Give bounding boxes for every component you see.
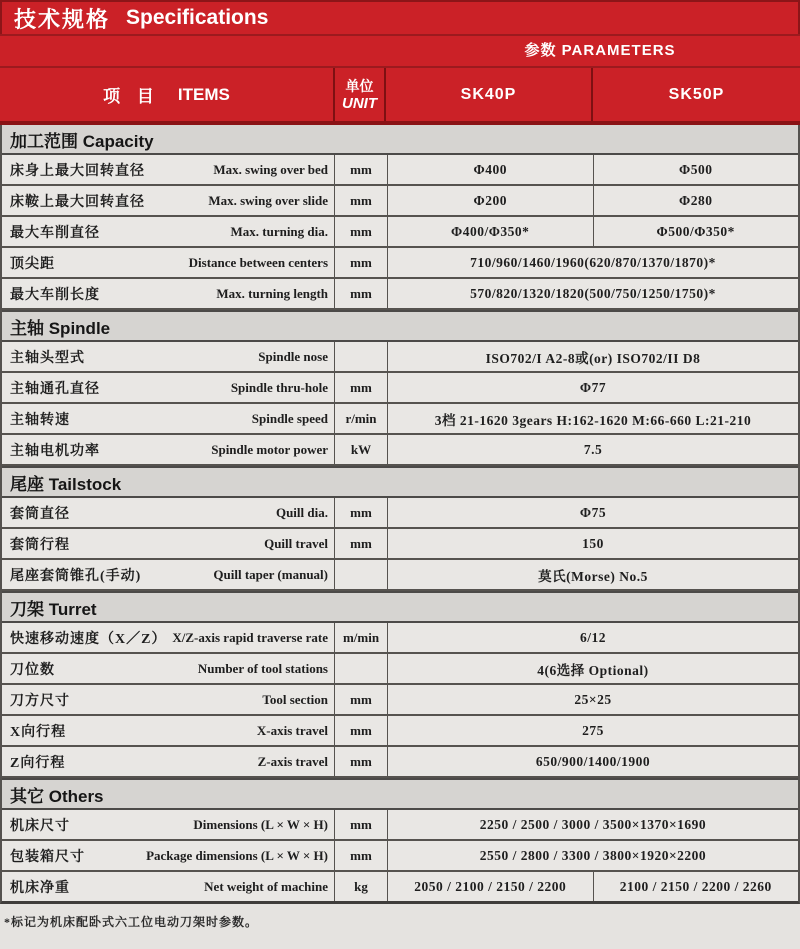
section-title: 加工范围 Capacity [10, 131, 154, 151]
value-cell: 6/12 [579, 629, 606, 645]
value-cell: ISO702/I A2-8或(or) ISO702/II D8 [485, 350, 701, 366]
row-values [388, 685, 798, 714]
row-label-zh: 包装箱尺寸 [10, 849, 85, 865]
row-unit-cell: mm [335, 217, 388, 246]
row-label-zh: 套筒行程 [10, 537, 70, 553]
row-unit-cell: mm [335, 279, 388, 308]
row-unit-cell: mm [335, 810, 388, 839]
row-values [388, 155, 798, 184]
table-row [2, 623, 798, 654]
row-label-zh: 床身上最大回转直径 [10, 163, 145, 179]
row-label-zh: 主轴电机功率 [10, 443, 100, 459]
row-label-zh: X向行程 [10, 724, 67, 740]
row-values [388, 716, 798, 745]
section-title: 刀架 Turret [10, 599, 97, 619]
row-label-zh: 主轴通孔直径 [10, 381, 100, 397]
table-row [2, 560, 798, 591]
row-label-en: Spindle speed [251, 410, 328, 426]
column-header-unit [333, 68, 386, 121]
row-unit-cell [335, 654, 388, 683]
row-label-zh: 刀位数 [10, 662, 55, 678]
row-label-en: Dimensions (L × W × H) [193, 816, 328, 832]
row-values [388, 248, 798, 277]
parameters-label: 参数 PARAMETERS [524, 42, 676, 59]
table-row [2, 404, 798, 435]
page-title-zh: 技术规格 [14, 6, 111, 32]
row-label-en: Max. turning length [216, 285, 328, 301]
value-cell: 570/820/1320/1820(500/750/1250/1750)* [470, 285, 716, 301]
table-row [2, 248, 798, 279]
row-label-cell [2, 841, 335, 870]
items-label-en: ITEMS [177, 84, 230, 104]
row-unit-cell [335, 342, 388, 371]
row-label-zh: 床鞍上最大回转直径 [10, 194, 145, 210]
row-unit-cell: mm [335, 155, 388, 184]
row-label-zh: 尾座套筒锥孔(手动) [10, 568, 142, 584]
row-values [388, 841, 798, 870]
page-title-en: Specifications [126, 6, 269, 29]
column-header-row [0, 66, 800, 125]
row-label-en: X-axis travel [256, 722, 328, 738]
row-values [388, 623, 798, 652]
row-label-en: Quill taper (manual) [213, 566, 328, 582]
row-label-zh: 刀方尺寸 [10, 693, 70, 709]
row-label-cell [2, 248, 335, 277]
row-label-cell [2, 810, 335, 839]
row-label-cell [2, 685, 335, 714]
row-label-cell [2, 186, 335, 215]
row-label-cell [2, 217, 335, 246]
row-label-en: Spindle nose [258, 348, 328, 364]
row-label-en: Max. swing over bed [213, 161, 328, 177]
row-label-cell [2, 342, 335, 371]
page-title [0, 0, 800, 34]
row-unit-cell: mm [335, 716, 388, 745]
section-title: 其它 Others [10, 786, 104, 806]
row-values [388, 186, 798, 215]
unit-label-en: UNIT [342, 94, 377, 112]
table-row [2, 810, 798, 841]
row-label-en: Quill dia. [275, 504, 328, 520]
value-cell: Φ280 [593, 186, 799, 215]
row-label-cell [2, 716, 335, 745]
table-row [2, 186, 798, 217]
value-cell: 650/900/1400/1900 [535, 753, 651, 769]
row-values [388, 498, 798, 527]
row-label-zh: 机床净重 [10, 880, 70, 896]
row-values [388, 810, 798, 839]
row-values [388, 747, 798, 776]
row-label-en: Number of tool stations [197, 660, 328, 676]
row-values [388, 872, 798, 901]
row-label-zh: 最大车削长度 [10, 287, 100, 303]
value-cell: 150 [582, 535, 604, 551]
value-cell: 25×25 [574, 691, 612, 707]
value-cell: 2050 / 2100 / 2150 / 2200 [414, 878, 567, 894]
column-header-items [0, 68, 333, 121]
table-row [2, 373, 798, 404]
value-cell: Φ400 [473, 161, 507, 177]
unit-label-zh: 单位 [345, 77, 374, 94]
row-unit-cell: r/min [335, 404, 388, 433]
row-label-zh: 快速移动速度（X／Z） [10, 631, 167, 647]
table-row [2, 685, 798, 716]
row-values [388, 373, 798, 402]
red-header [0, 0, 800, 125]
table-row [2, 435, 798, 466]
row-label-en: X/Z-axis rapid traverse rate [172, 629, 328, 645]
row-values [388, 217, 798, 246]
table-row [2, 747, 798, 778]
value-cell: 4(6选择 Optional) [537, 662, 649, 678]
row-label-cell [2, 623, 335, 652]
row-label-zh: 主轴头型式 [10, 350, 85, 366]
table-row [2, 529, 798, 560]
row-label-en: Distance between centers [188, 254, 328, 270]
column-header-model-sk50p: SK50P [591, 68, 800, 121]
row-label-en: Quill travel [264, 535, 328, 551]
row-label-zh: 主轴转速 [10, 412, 70, 428]
table-row [2, 155, 798, 186]
table-row [2, 841, 798, 872]
section-header [2, 125, 798, 155]
table-row [2, 217, 798, 248]
row-values [388, 342, 798, 371]
table-row [2, 498, 798, 529]
row-label-en: Z-axis travel [257, 753, 328, 769]
row-label-en: Package dimensions (L × W × H) [146, 847, 328, 863]
row-unit-cell: mm [335, 186, 388, 215]
row-unit-cell: mm [335, 498, 388, 527]
row-label-en: Spindle motor power [211, 441, 328, 457]
items-label-zh: 项 目 [103, 87, 160, 106]
row-label-cell [2, 529, 335, 558]
value-cell: Φ500/Φ350* [593, 217, 799, 246]
row-unit-cell: mm [335, 373, 388, 402]
value-cell: 2250 / 2500 / 3000 / 3500×1370×1690 [479, 816, 707, 832]
value-cell: Φ77 [579, 379, 607, 395]
section-title: 尾座 Tailstock [10, 474, 122, 494]
row-label-zh: 最大车削直径 [10, 225, 100, 241]
row-label-cell [2, 654, 335, 683]
value-cell: 莫氏(Morse) No.5 [538, 568, 648, 584]
section-header [2, 310, 798, 342]
table-row [2, 342, 798, 373]
row-unit-cell: mm [335, 685, 388, 714]
row-label-zh: 顶尖距 [10, 256, 55, 272]
value-cell: 710/960/1460/1960(620/870/1370/1870)* [470, 254, 716, 270]
section-header [2, 591, 798, 623]
row-label-en: Max. turning dia. [230, 223, 328, 239]
row-unit-cell: mm [335, 529, 388, 558]
value-cell: 2550 / 2800 / 3300 / 3800×1920×2200 [479, 847, 707, 863]
value-cell: 275 [582, 722, 604, 738]
value-cell: Φ200 [473, 192, 507, 208]
row-unit-cell: mm [335, 248, 388, 277]
row-values [388, 279, 798, 308]
row-label-zh: 机床尺寸 [10, 818, 70, 834]
table-row [2, 716, 798, 747]
row-values [388, 529, 798, 558]
row-label-en: Tool section [262, 691, 328, 707]
row-values [388, 404, 798, 433]
row-unit-cell: m/min [335, 623, 388, 652]
value-cell: 3档 21-1620 3gears H:162-1620 M:66-660 L:21-210 [434, 412, 752, 428]
row-label-cell [2, 498, 335, 527]
row-label-en: Max. swing over slide [208, 192, 328, 208]
row-label-cell [2, 155, 335, 184]
section-header [2, 466, 798, 498]
value-cell: Φ500 [593, 155, 799, 184]
row-unit-cell: kW [335, 435, 388, 464]
row-label-cell [2, 404, 335, 433]
footnote: *标记为机床配卧式六工位电动刀架时参数。 [4, 915, 259, 929]
row-label-cell [2, 279, 335, 308]
value-cell: 2100 / 2150 / 2200 / 2260 [593, 872, 799, 901]
row-unit-cell [335, 560, 388, 589]
row-values [388, 654, 798, 683]
row-label-en: Net weight of machine [204, 878, 328, 894]
value-cell: Φ75 [579, 504, 607, 520]
table-row [2, 872, 798, 901]
value-cell: 7.5 [583, 441, 603, 457]
row-unit-cell: kg [335, 872, 388, 901]
table-row [2, 279, 798, 310]
table-row [2, 654, 798, 685]
row-unit-cell: mm [335, 747, 388, 776]
row-label-cell [2, 373, 335, 402]
row-values [388, 560, 798, 589]
section-title: 主轴 Spindle [10, 318, 111, 338]
spec-body [0, 125, 800, 904]
row-label-cell [2, 747, 335, 776]
column-header-model-sk40p: SK40P [460, 85, 517, 103]
row-label-cell [2, 872, 335, 901]
row-label-cell [2, 435, 335, 464]
row-label-zh: Z向行程 [10, 755, 66, 771]
row-label-cell [2, 560, 335, 589]
row-label-zh: 套筒直径 [10, 506, 70, 522]
value-cell: Φ400/Φ350* [451, 223, 530, 239]
row-label-en: Spindle thru-hole [230, 379, 328, 395]
section-header [2, 778, 798, 810]
row-values [388, 435, 798, 464]
row-unit-cell: mm [335, 841, 388, 870]
parameters-band [0, 34, 800, 66]
